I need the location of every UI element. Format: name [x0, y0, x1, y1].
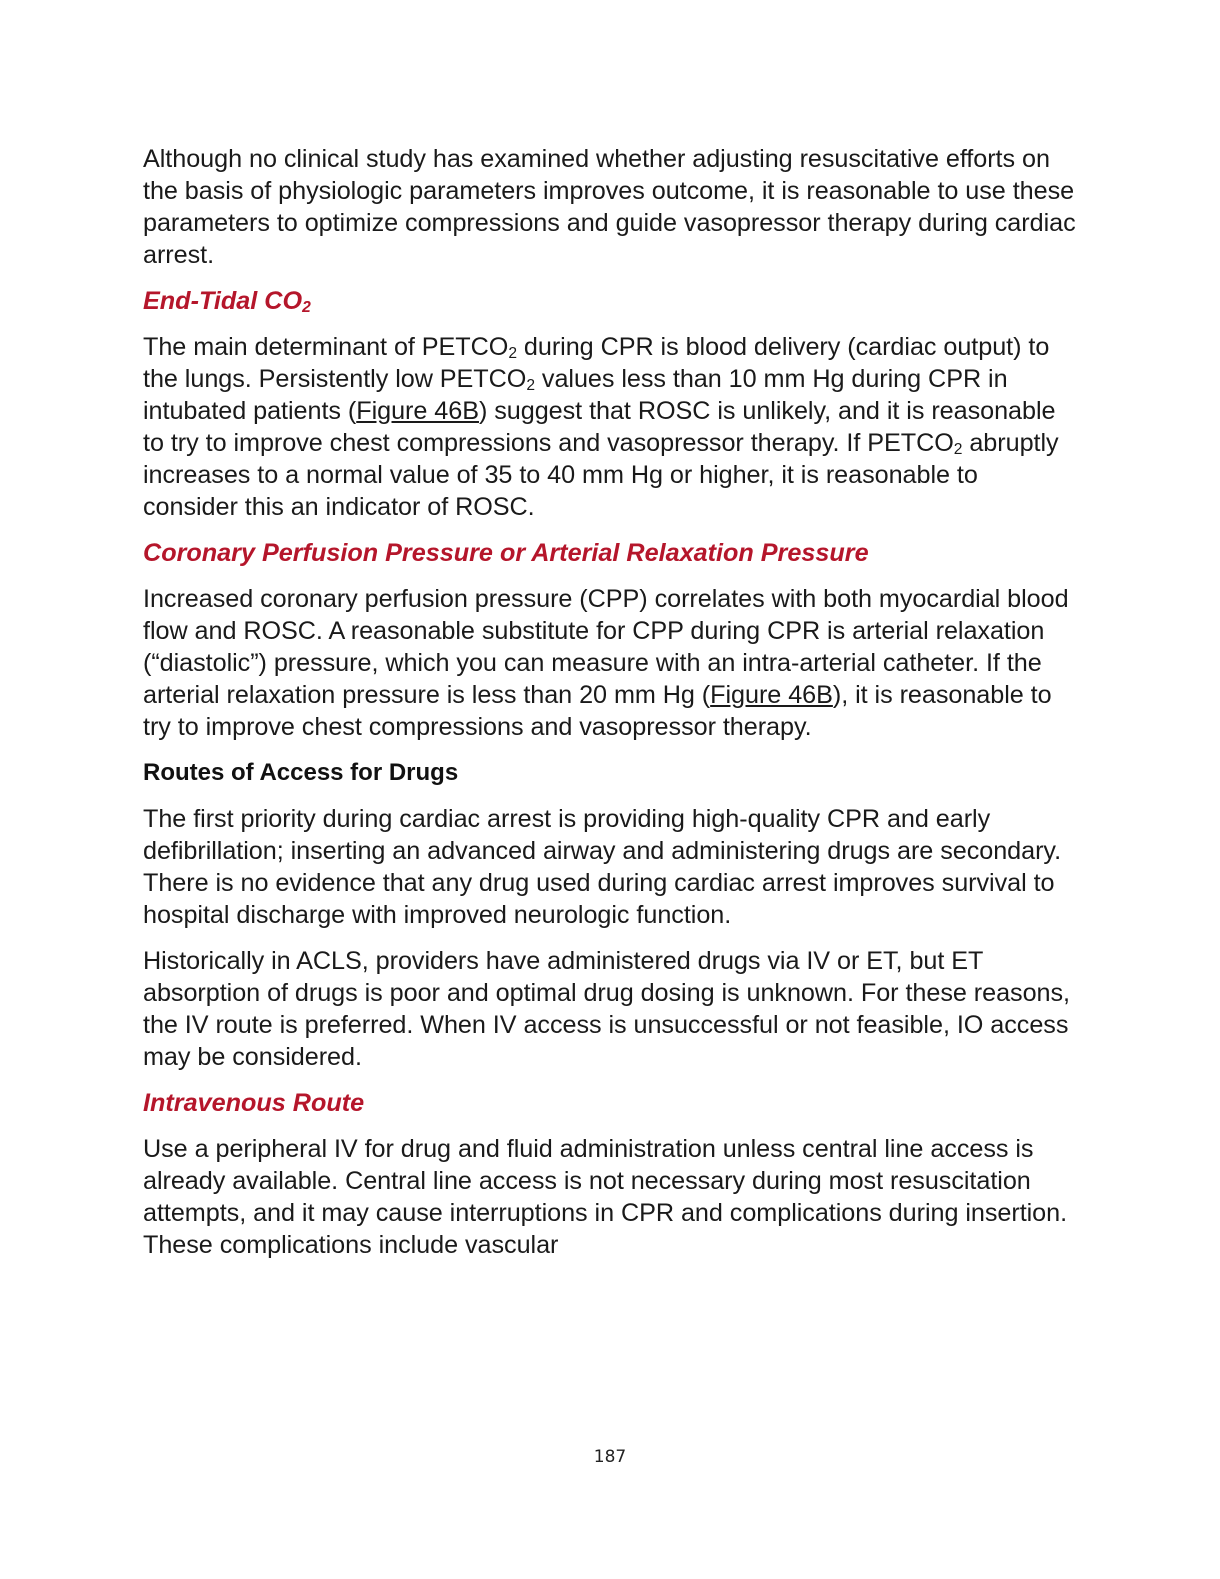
text-run: The main determinant of PETCO [143, 333, 509, 361]
cpp-paragraph [143, 583, 1078, 743]
subscript: 2 [508, 344, 517, 362]
figure-46b-link[interactable]: Figure 46B [710, 681, 833, 709]
etco2-paragraph [143, 331, 1078, 523]
figure-46b-link[interactable]: Figure 46B [356, 397, 479, 425]
text-run: during CPR is blood delivery (cardiac output) to the lungs. Persistently low PETCO [143, 333, 1050, 393]
subscript: 2 [302, 298, 311, 316]
iv-paragraph: Use a peripheral IV for drug and fluid administration unless central line access is already available. Central line access is not necessary during most resuscitation attempts, and it may cause interruptions in CPR and complications during insertion. These complications include vascular [143, 1135, 1068, 1259]
text-run: ) suggest that ROSC is unlikely, and it is reasonable to try to improve chest compressions and vasopressor therapy. If PETCO [143, 397, 1056, 457]
text-run: abruptly increases to a normal value of 35 to 40 mm Hg or higher, it is reasonable to consider this an indicator of ROSC. [143, 429, 1059, 521]
routes-paragraph-2: Historically in ACLS, providers have administered drugs via IV or ET, but ET absorption of drugs is poor and optimal drug dosing is unknown. For these reasons, the IV route is preferred. When IV access is unsuccessful or not feasible, IO access may be considered. [143, 947, 1070, 1071]
heading-text: End-Tidal CO [143, 287, 303, 315]
text-run: values less than 10 mm Hg during CPR in intubated patients ( [143, 365, 1008, 425]
heading-end-tidal-co2 [143, 285, 1078, 317]
routes-paragraph-1: The first priority during cardiac arrest is providing high-quality CPR and early defibrillation; inserting an advanced airway and administering drugs are secondary. There is no evidence that any drug used during cardiac arrest improves survival to hospital discharge with improved neurologic function. [143, 805, 1062, 929]
heading-routes-of-access: Routes of Access for Drugs [143, 759, 459, 786]
text-run: Increased coronary perfusion pressure (CPP) correlates with both myocardial blood flow and ROSC. A reasonable substitute for CPP during CPR is arterial relaxation (“diastolic”) pressure, which you can measure with an intra-arterial catheter. If the arterial relaxation pressure is less than 20 mm Hg ( [143, 585, 1069, 709]
text-run: ), it is reasonable to try to improve chest compressions and vasopressor therapy. [143, 681, 1052, 741]
heading-intravenous-route: Intravenous Route [143, 1089, 365, 1117]
page-number: 187 [593, 1447, 627, 1467]
heading-coronary-perfusion-pressure: Coronary Perfusion Pressure or Arterial Relaxation Pressure [143, 539, 869, 567]
intro-paragraph: Although no clinical study has examined whether adjusting resuscitative efforts on the basis of physiologic parameters improves outcome, it is reasonable to use these parameters to optimize compressions and guide vasopressor therapy during cardiac arrest. [143, 145, 1076, 269]
subscript: 2 [953, 440, 963, 458]
document-page [143, 143, 1078, 1275]
subscript: 2 [526, 376, 535, 394]
